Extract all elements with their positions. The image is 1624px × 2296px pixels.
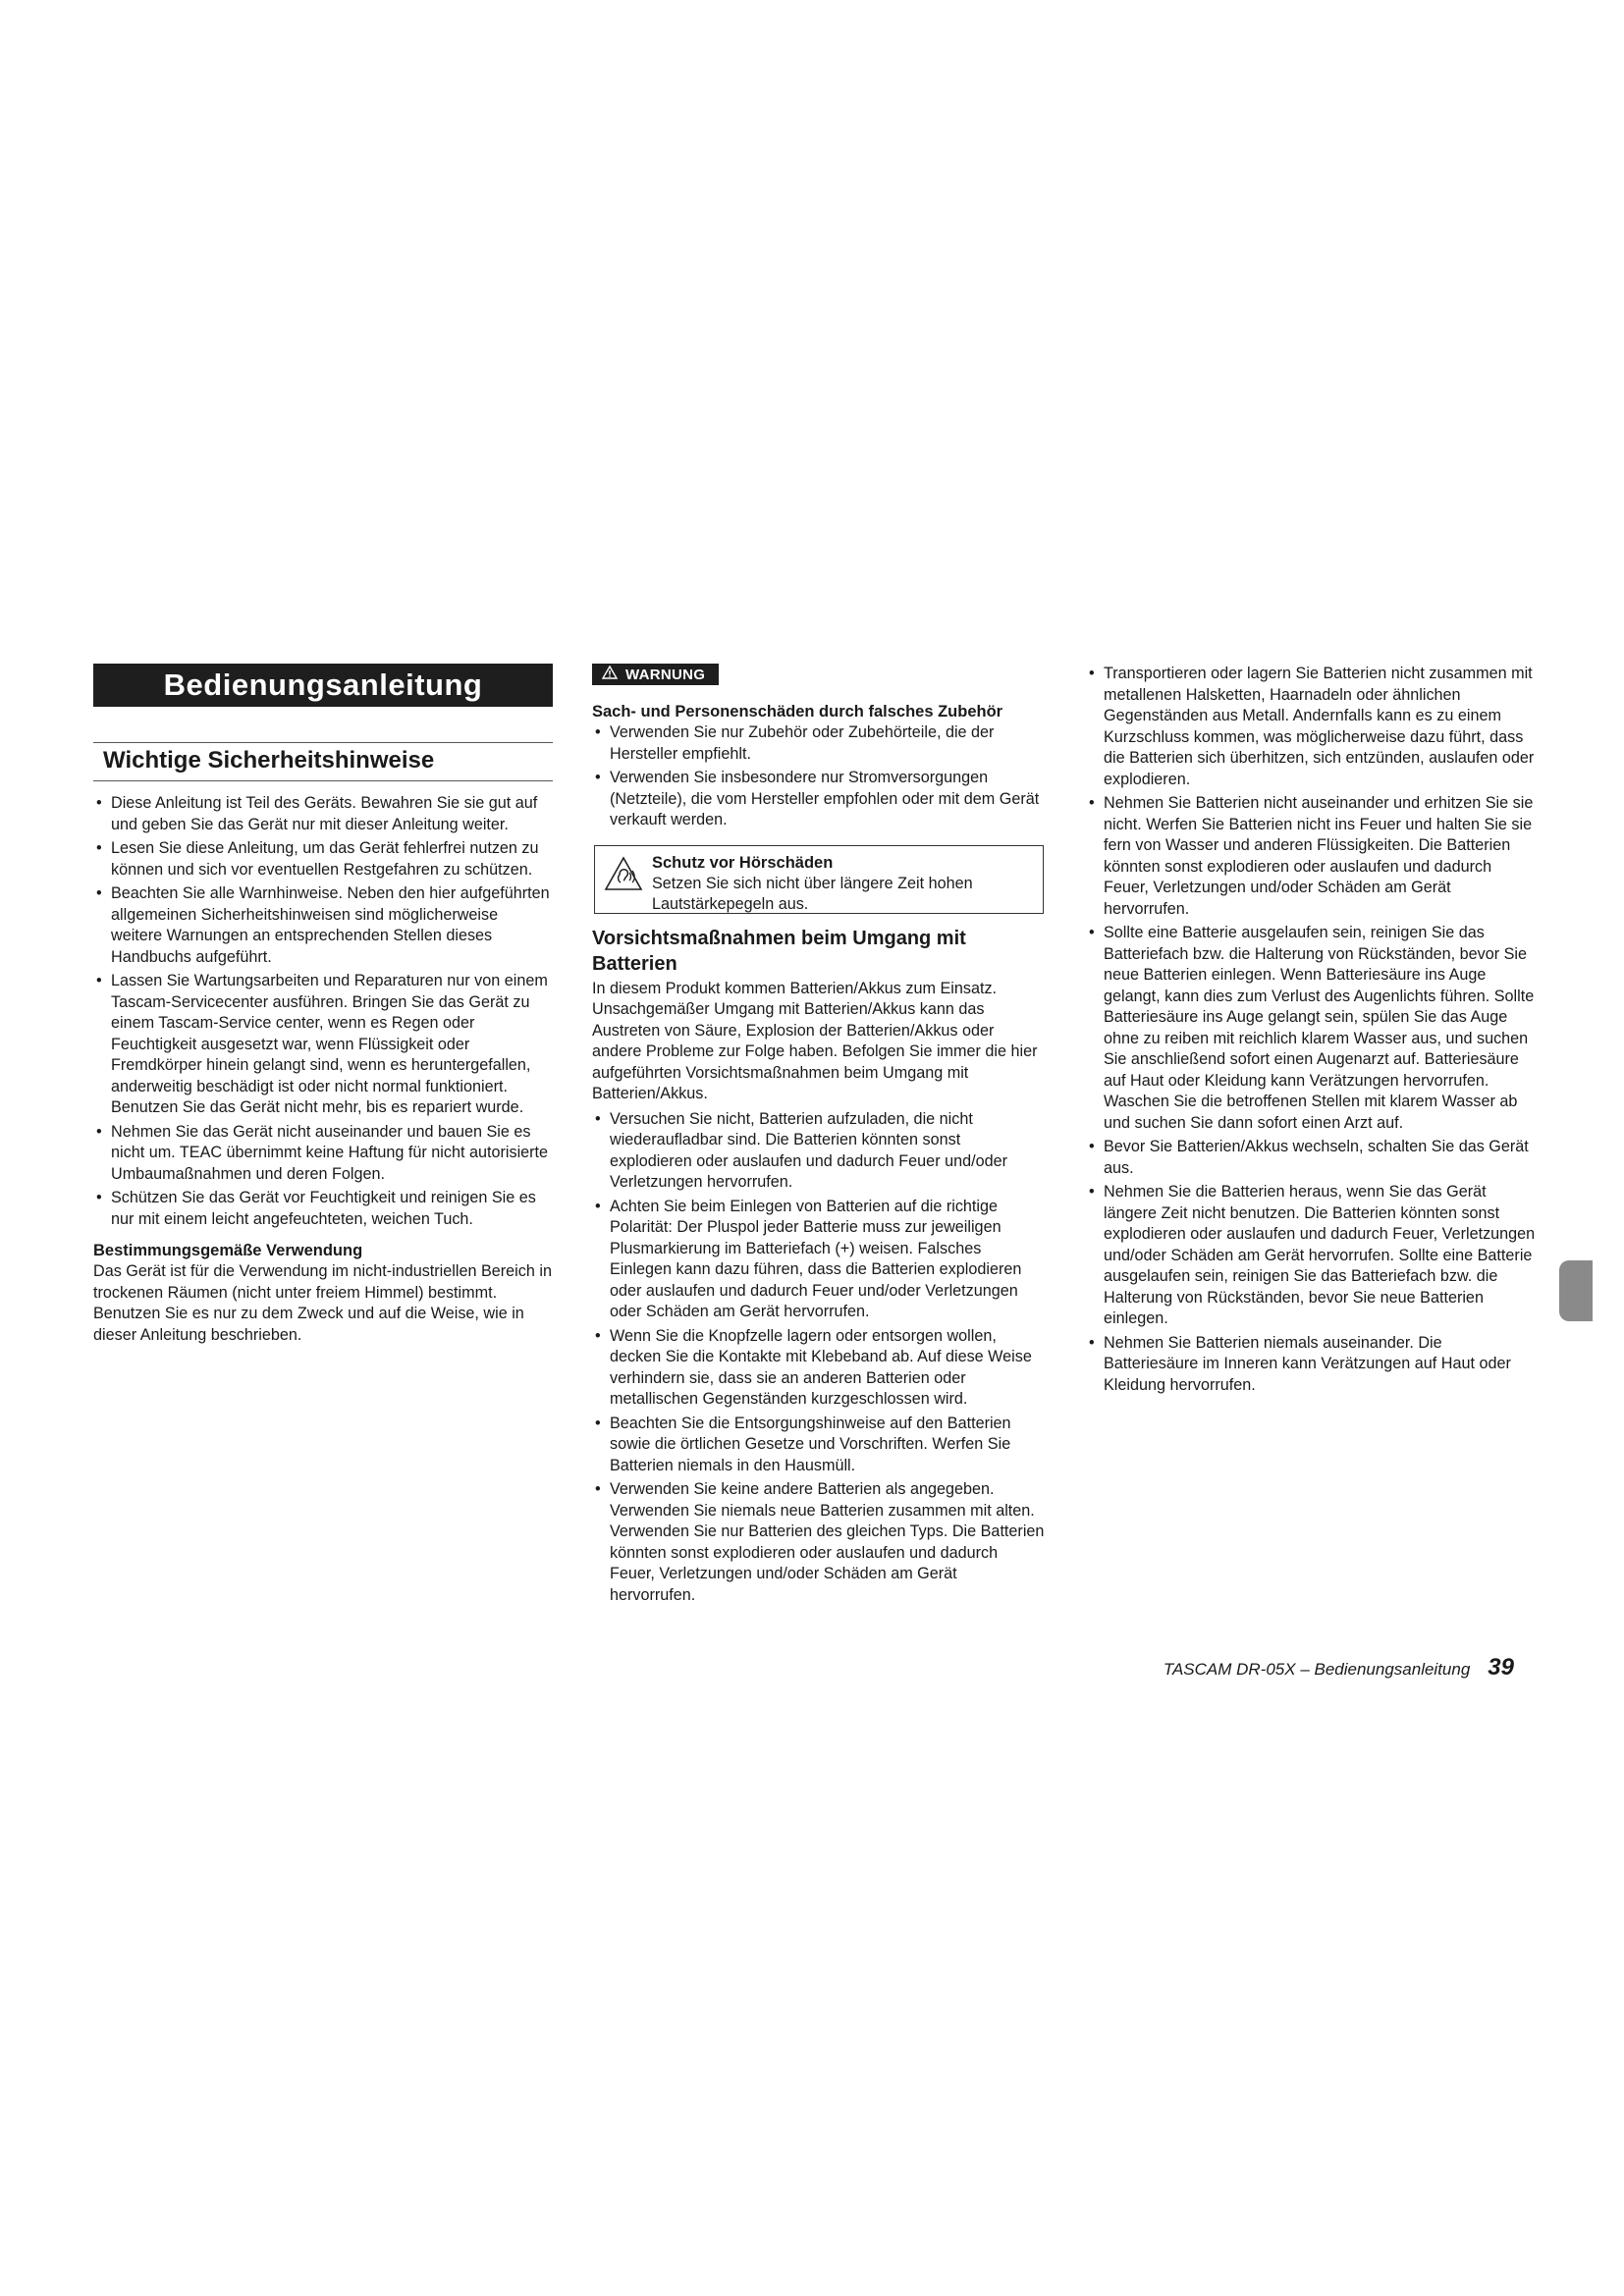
warning-label [592,664,719,685]
list-item: • Bevor Sie Batterien/Akkus wechseln, schalten Sie das Gerät aus. [1086,1137,1540,1179]
manual-title: Bedienungsanleitung [93,664,553,707]
column-middle [592,664,1046,1609]
footer-text: TASCAM DR-05X – Bedienungsanleitung [1163,1660,1471,1679]
list-item: • Verwenden Sie keine andere Batterien als angegeben. Verwenden Sie niemals neue Batterien zusammen mit alten. Verwenden Sie nur Batterien des gleichen Typs. Die Batterien könnten sonst explodieren oder auslaufen und dadurch Feuer, Verletzungen und/oder Schäden am Gerät hervorrufen. [592,1479,1046,1606]
list-item: • Beachten Sie die Entsorgungshinweise auf den Batterien sowie die örtlichen Gesetze und Vorschriften. Werfen Sie Batterien niemals in den Hausmüll. [592,1414,1046,1477]
warning-triangle-icon [602,666,618,683]
list-item: • Verwenden Sie insbesondere nur Stromversorgungen (Netzteile), die vom Hersteller empfohlen oder mit dem Gerät verkauft werden. [592,768,1046,831]
hearing-box-title: Schutz vor Hörschäden [652,853,834,872]
column-right [1086,664,1540,1399]
page-number: 39 [1488,1654,1514,1681]
list-item: • Beachten Sie alle Warnhinweise. Neben den hier aufgeführten allgemeinen Sicherheitshinweisen sind möglicherweise weitere Warnungen an entsprechenden Stellen dieses Handbuchs aufgeführt. [93,883,553,968]
list-item: • Nehmen Sie Batterien nicht auseinander und erhitzen Sie sie nicht. Werfen Sie Batterien nicht ins Feuer und halten Sie sie fern von Wasser und anderen Flüssigkeiten. Die Batterien könnten sonst explodieren oder auslaufen und dadurch Feuer, Verletzungen und/oder Schäden am Gerät hervorrufen. [1086,793,1540,920]
list-item: • Lassen Sie Wartungsarbeiten und Reparaturen nur von einem Tascam-Servicecenter ausführen. Bringen Sie das Gerät zu einem Tascam-Service center, wenn es Regen oder Feuchtigkeit ausgesetzt war, wenn Flüssigkeit oder Fremdkörper hinein gelangt sind, wenn es heruntergefallen, anderweitig beschädigt ist oder nicht normal funktioniert. Benutzen Sie das Gerät nicht mehr, bis es repariert wurde. [93,971,553,1119]
list-item: • Versuchen Sie nicht, Batterien aufzuladen, die nicht wiederaufladbar sind. Die Batterien könnten sonst explodieren oder auslaufen und dadurch Feuer und/oder Verletzungen hervorrufen. [592,1109,1046,1194]
warning-heading: Sach- und Personenschäden durch falsches Zubehör [592,703,1003,721]
list-item: • Schützen Sie das Gerät vor Feuchtigkeit und reinigen Sie es nur mit einem leicht angefeuchteten, weichen Tuch. [93,1188,553,1230]
page-footer [1164,1654,1514,1682]
hearing-protection-box [594,845,1044,914]
battery-intro: In diesem Produkt kommen Batterien/Akkus zum Einsatz. Unsachgemäßer Umgang mit Batterien/Akkus kann das Austreten von Säure, Explosion der Batterien/Akkus oder andere Probleme zur Folge haben. Befolgen Sie immer die hier aufgeführten Vorsichtsmaßnahmen beim Umgang mit Batterien/Akkus. [592,979,1038,1102]
list-item: • Nehmen Sie Batterien niemals auseinander. Die Batteriesäure im Inneren kann Verätzungen auf Haut oder Kleidung hervorrufen. [1086,1333,1540,1397]
battery-list [592,1109,1046,1607]
list-item: • Verwenden Sie nur Zubehör oder Zubehörteile, die der Hersteller empfiehlt. [592,722,1046,765]
column-left [93,664,553,1346]
safety-heading: Wichtige Sicherheitshinweise [93,742,553,781]
intended-use-text: Das Gerät ist für die Verwendung im nicht-industriellen Bereich in trockenen Räumen (nicht unter freiem Himmel) bestimmt. Benutzen Sie es nur zu dem Zweck und auf die Weise, wie in dieser Anleitung beschrieben. [93,1262,552,1344]
battery-heading: Vorsichtsmaßnahmen beim Umgang mit Batterien [592,927,966,975]
battery-list-continued [1086,664,1540,1396]
list-item: • Achten Sie beim Einlegen von Batterien auf die richtige Polarität: Der Pluspol jeder Batterie muss zur jeweiligen Plusmarkierung im Batteriefach (+) weisen. Falsches Einlegen kann dazu führen, dass die Batterien explodieren oder auslaufen und dadurch Feuer und/oder Verletzungen oder Schäden am Gerät hervorrufen. [592,1197,1046,1323]
list-item: • Lesen Sie diese Anleitung, um das Gerät fehlerfrei nutzen zu können und sich vor eventuellen Restgefahren zu schützen. [93,838,553,881]
list-item: • Diese Anleitung ist Teil des Geräts. Bewahren Sie sie gut auf und geben Sie das Gerät nur mit dieser Anleitung weiter. [93,793,553,835]
safety-list [93,793,553,1230]
warning-list [592,722,1046,831]
intended-use-heading: Bestimmungsgemäße Verwendung [93,1242,363,1259]
hearing-box-text: Setzen Sie sich nicht über längere Zeit hohen Lautstärkepegeln aus. [652,874,973,913]
list-item: • Transportieren oder lagern Sie Batterien nicht zusammen mit metallenen Halsketten, Haarnadeln oder ähnlichen Gegenständen aus Metall. Andernfalls kann es zu einem Kurzschluss kommen, was möglicherweise dazu führt, dass die Batterien sich überhitzen, sich entzünden, auslaufen oder explodieren. [1086,664,1540,790]
list-item: • Wenn Sie die Knopfzelle lagern oder entsorgen wollen, decken Sie die Kontakte mit Klebeband ab. Auf diese Weise verhindern sie, dass sie an anderen Batterien oder metallischen Gegenständen kurzgeschlossen wird. [592,1326,1046,1411]
list-item: • Nehmen Sie das Gerät nicht auseinander und bauen Sie es nicht um. TEAC übernimmt keine Haftung für nicht autorisierte Umbaumaßnahmen und deren Folgen. [93,1122,553,1186]
list-item: • Sollte eine Batterie ausgelaufen sein, reinigen Sie das Batteriefach bzw. die Halterung von Rückständen, bevor Sie neue Batterien einlegen. Wenn Batteriesäure ins Auge gelangt, kann dies zum Verlust des Augenlichts führen. Sollte Batteriesäure ins Auge gelangt sein, spülen Sie das Auge ohne zu reiben mit reichlich klarem Wasser aus, und suchen Sie anschließend sofort einen Augenarzt auf. Batteriesäure auf Haut oder Kleidung kann Verätzungen hervorrufen. Waschen Sie die betroffenen Stellen mit klarem Wasser ab und suchen Sie dann sofort einen Arzt auf. [1086,923,1540,1134]
warning-label-text: WARNUNG [625,666,706,683]
list-item: • Nehmen Sie die Batterien heraus, wenn Sie das Gerät längere Zeit nicht benutzen. Die Batterien könnten sonst explodieren oder auslaufen und dadurch Feuer, Verletzungen und/oder Schäden am Gerät hervorrufen. Sollte eine Batterie ausgelaufen sein, reinigen Sie das Batteriefach bzw. die Halterung von Rückständen, bevor Sie neue Batterien einlegen. [1086,1182,1540,1330]
chapter-thumb-tab [1559,1260,1593,1321]
hearing-warning-icon [595,846,652,891]
